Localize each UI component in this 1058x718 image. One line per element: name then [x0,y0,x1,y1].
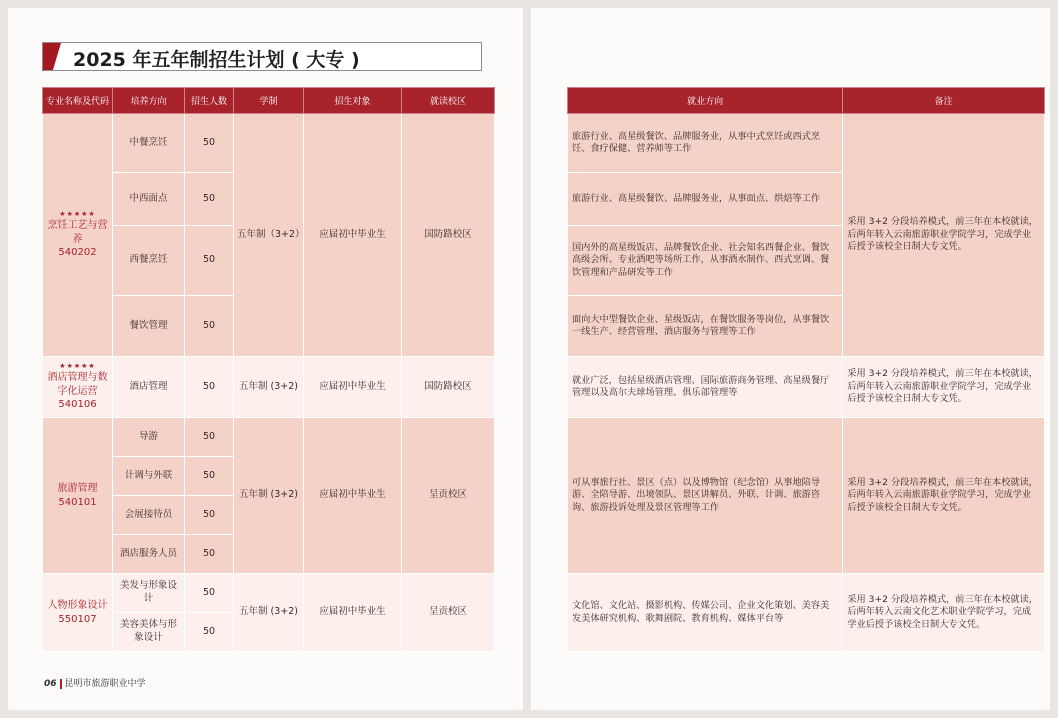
header-employment: 就业方向 [568,88,843,114]
target-cell: 应届初中毕业生 [304,357,402,418]
employment-cell: 就业广泛，包括星级酒店管理、国际旅游商务管理、高星级餐厅管理以及高尔夫球场管理、俱乐部管理等 [568,357,843,418]
count-cell: 50 [185,296,234,357]
header-target: 招生对象 [304,88,402,114]
title-ribbon-decoration [43,43,61,70]
table-row [43,357,495,418]
header-major: 专业名称及代码 [43,88,113,114]
direction-cell: 中餐烹饪 [113,114,185,173]
header-direction: 培养方向 [113,88,185,114]
enrollment-plan-table [42,87,495,652]
note-cell: 采用 3+2 分段培养模式，前三年在本校就读，后两年转入云南旅游职业学院学习，完成学业后授予该校全日制大专文凭。 [843,357,1045,418]
page-footer [44,676,146,689]
campus-cell: 国防路校区 [402,357,495,418]
duration-cell: 五年制 (3+2) [234,574,304,652]
page-title: 2025 年五年制招生计划 ( 大专 ) [73,49,360,71]
table-row [43,114,495,173]
direction-cell: 餐饮管理 [113,296,185,357]
count-cell: 50 [185,418,234,457]
star-rating: ★★★★★ [59,210,96,219]
major-cell [43,418,113,574]
header-campus: 就读校区 [402,88,495,114]
count-cell: 50 [185,173,234,226]
major-name: 酒店管理与数字化运营 [47,372,108,397]
direction-cell: 中西面点 [113,173,185,226]
major-name: 人物形象设计 [47,600,108,611]
table-header-row [568,88,1045,114]
major-code: 540202 [58,247,97,259]
major-cell [43,114,113,357]
employment-cell: 可从事旅行社、景区（点）以及博物馆（纪念馆）从事地陪导游、全陪导游、出境领队、景区讲解员、外联、计调、旅游咨询、旅游投诉处理及景区管理等工作 [568,418,843,574]
count-cell: 50 [185,535,234,574]
count-cell: 50 [185,574,234,613]
campus-cell: 国防路校区 [402,114,495,357]
count-cell: 50 [185,496,234,535]
school-name: 昆明市旅游职业中学 [64,679,146,689]
employment-cell: 国内外的高星级饭店、品牌餐饮企业、社会知名西餐企业、餐饮高级会所、专业酒吧等场所工作，从事酒水制作、西式烹调、餐饮管理和产品研发等工作 [568,226,843,296]
note-cell: 采用 3+2 分段培养模式，前三年在本校就读，后两年转入云南旅游职业学院学习，完成学业后授予该校全日制大专文凭。 [843,418,1045,574]
major-code: 540101 [58,496,97,508]
employment-cell: 文化馆、文化站、摄影机构、传媒公司、企业文化策划、美容美发美体研究机构、歌舞剧院、教育机构、媒体平台等 [568,574,843,652]
duration-cell: 五年制 (3+2) [234,418,304,574]
note-cell: 采用 3+2 分段培养模式，前三年在本校就读，后两年转入云南文化艺术职业学院学习，完成学业后授予该校全日制大专文凭。 [843,574,1045,652]
major-cell [43,357,113,418]
count-cell: 50 [185,226,234,296]
target-cell: 应届初中毕业生 [304,418,402,574]
major-code: 550107 [58,613,97,625]
employment-cell: 旅游行业、高星级餐饮、品牌服务业，从事面点、烘焙等工作 [568,173,843,226]
table-row [43,574,495,613]
campus-cell: 呈贡校区 [402,574,495,652]
count-cell: 50 [185,114,234,173]
direction-cell: 酒店服务人员 [113,535,185,574]
direction-cell: 会展接待员 [113,496,185,535]
employment-table [567,87,1045,652]
table-row [568,114,1045,173]
duration-cell: 五年制（3+2） [234,114,304,357]
table-row [568,418,1045,574]
count-cell: 50 [185,457,234,496]
table-header-row [43,88,495,114]
star-rating: ★★★★★ [59,362,96,371]
count-cell: 50 [185,357,234,418]
target-cell: 应届初中毕业生 [304,114,402,357]
major-cell [43,574,113,652]
table-row [568,574,1045,652]
footer-divider [60,679,62,689]
direction-cell: 美容美体与形象设计 [113,613,185,652]
page-number: 06 [44,679,57,689]
major-name: 旅游管理 [57,483,98,494]
note-cell: 采用 3+2 分段培养模式，前三年在本校就读，后两年转入云南旅游职业学院学习，完成学业后授予该校全日制大专文凭。 [843,114,1045,357]
table-row [43,418,495,457]
header-count: 招生人数 [185,88,234,114]
employment-cell: 面向大中型餐饮企业、星级饭店，在餐饮服务等岗位，从事餐饮一线生产、经营管理、酒店服务与管理等工作 [568,296,843,357]
campus-cell: 呈贡校区 [402,418,495,574]
header-duration: 学制 [234,88,304,114]
title-banner [42,42,482,71]
direction-cell: 导游 [113,418,185,457]
major-code: 540106 [58,399,97,411]
direction-cell: 美发与形象设计 [113,574,185,613]
table-row [568,357,1045,418]
header-note: 备注 [843,88,1045,114]
count-cell: 50 [185,613,234,652]
employment-cell: 旅游行业、高星级餐饮、品牌服务业，从事中式烹饪或西式烹饪、食疗保健、营养师等工作 [568,114,843,173]
direction-cell: 西餐烹饪 [113,226,185,296]
duration-cell: 五年制 (3+2) [234,357,304,418]
direction-cell: 计调与外联 [113,457,185,496]
direction-cell: 酒店管理 [113,357,185,418]
major-name: 烹饪工艺与营养 [47,220,108,245]
target-cell: 应届初中毕业生 [304,574,402,652]
